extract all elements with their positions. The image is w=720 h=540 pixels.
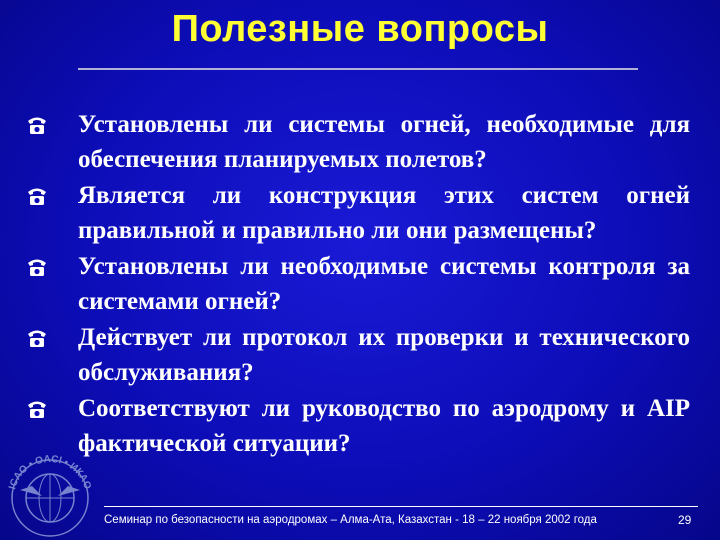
footer-text: Семинар по безопасности на аэродромах – Алма-Ата, Казахстан - 18 – 22 ноября 2002 года	[104, 514, 597, 526]
footer-divider	[104, 506, 698, 507]
bullet-text: Соответствуют ли руководство по аэродрому и AIP фактической ситуации?	[78, 395, 690, 457]
telephone-icon	[26, 115, 48, 135]
bullet-item	[26, 321, 690, 390]
telephone-icon	[26, 257, 48, 277]
svg-text:ICAO • OACI • ИКАО: ICAO • OACI • ИКАО	[7, 453, 93, 491]
telephone-icon	[26, 328, 48, 348]
page-number: 29	[678, 513, 692, 527]
bullet-list	[26, 108, 690, 463]
bullet-text: Установлены ли системы огней, необходимые для обеспечения планируемых полетов?	[78, 111, 690, 173]
bullet-item	[26, 108, 690, 177]
bullet-text: Является ли конструкция этих систем огней правильной и правильно ли они размещены?	[78, 182, 690, 244]
icao-logo	[2, 446, 98, 540]
bullet-text: Действует ли протокол их проверки и технического обслуживания?	[78, 324, 690, 386]
bullet-item	[26, 250, 690, 319]
title-divider	[78, 68, 638, 70]
telephone-icon	[26, 399, 48, 419]
telephone-icon	[26, 186, 48, 206]
bullet-text: Установлены ли необходимые системы контроля за системами огней?	[78, 253, 690, 315]
bullet-item	[26, 179, 690, 248]
bullet-item	[26, 392, 690, 461]
slide-title: Полезные вопросы	[171, 8, 549, 50]
